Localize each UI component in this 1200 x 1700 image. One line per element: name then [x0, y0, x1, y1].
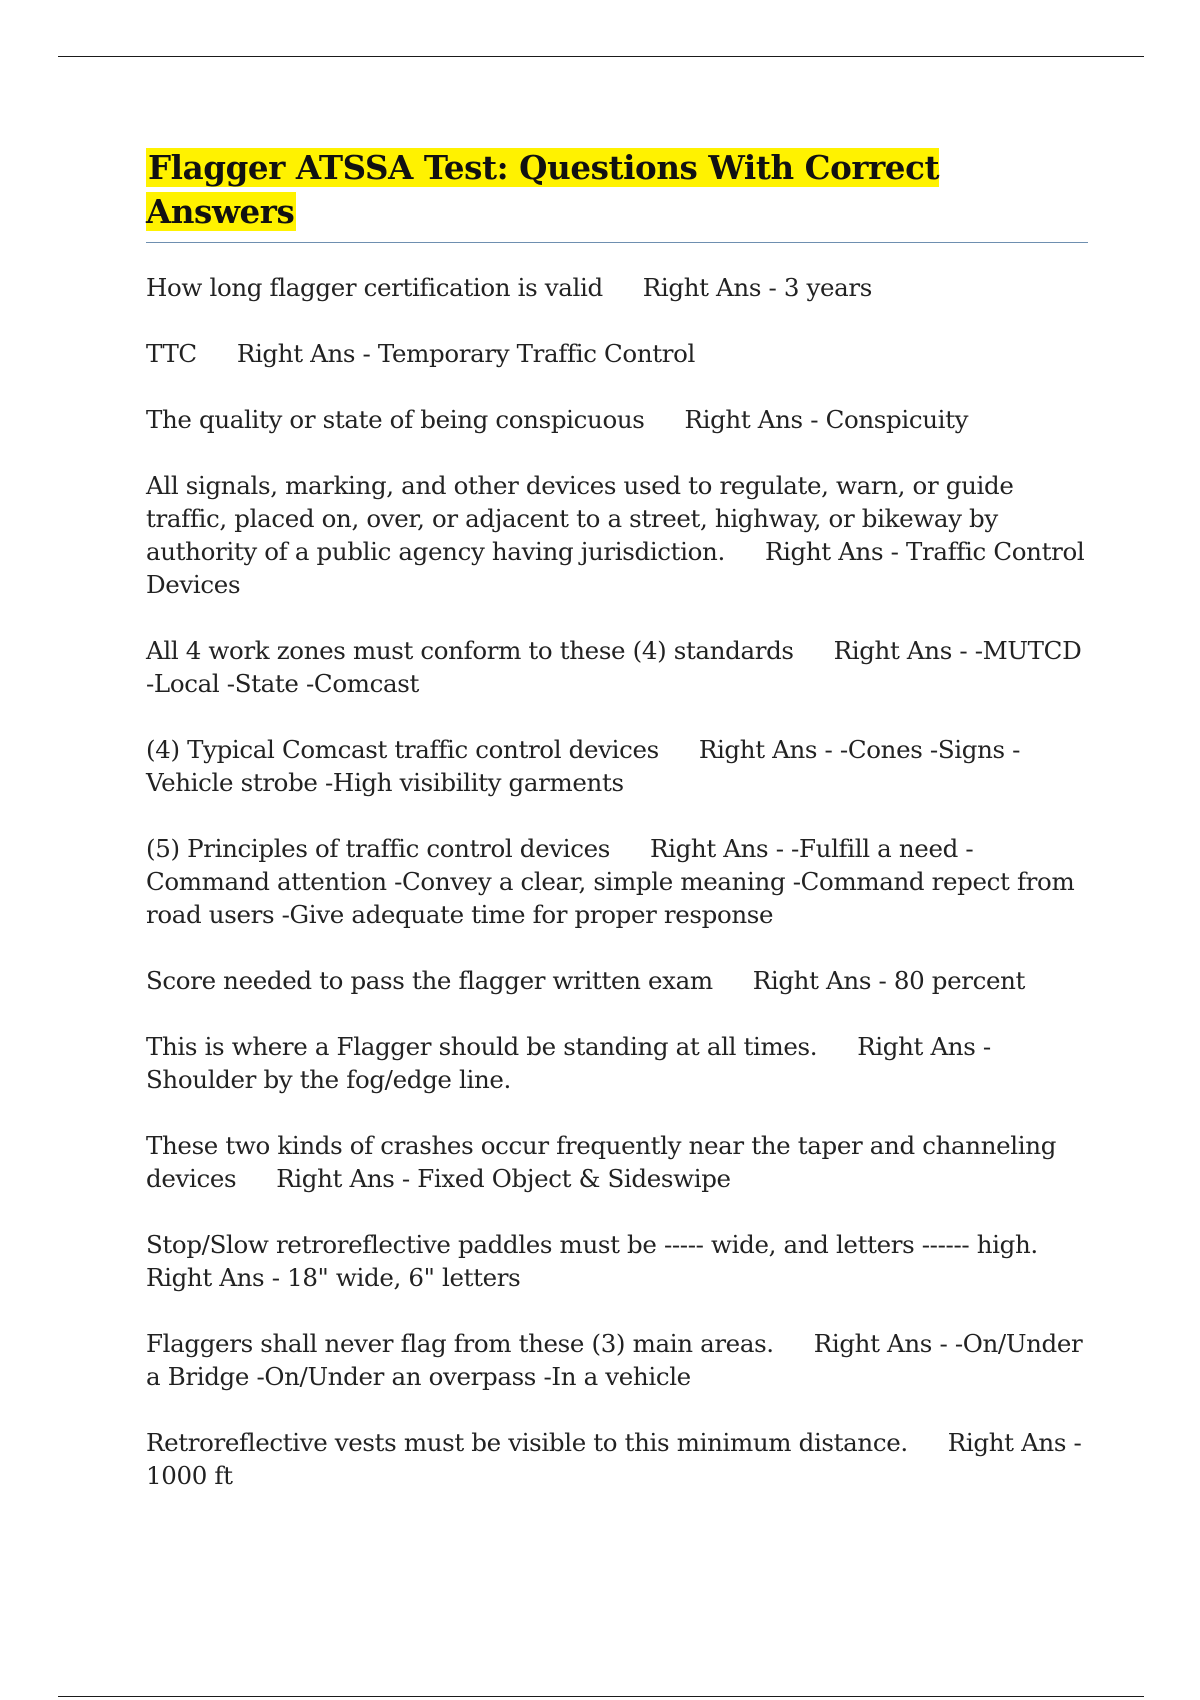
answer-text: Right Ans - Temporary Traffic Control [236, 339, 695, 368]
qa-item [146, 1327, 1088, 1393]
question-text: These two kinds of crashes occur frequently near the taper and channeling devices [146, 1131, 1057, 1193]
document-title: Flagger ATSSA Test: Questions With Correct Answers [146, 148, 940, 231]
answer-text: Right Ans - Fixed Object & Sideswipe [276, 1164, 731, 1193]
question-text: Stop/Slow retroreflective paddles must be ----- wide, and letters ------ high. [146, 1230, 1038, 1259]
page-footer-rule [58, 1696, 1144, 1697]
answer-text: Right Ans - 18" wide, 6" letters [146, 1263, 521, 1292]
qa-item [146, 337, 1088, 370]
qa-item [146, 1030, 1088, 1096]
title-block [146, 146, 1088, 243]
answer-text: Right Ans - -MUTCD -Local -State -Comcast [146, 636, 1082, 698]
answer-text: Right Ans - Shoulder by the fog/edge line. [146, 1032, 991, 1094]
qa-item [146, 1129, 1088, 1195]
question-text: (4) Typical Comcast traffic control devices [146, 735, 659, 764]
answer-text: Right Ans - -Cones -Signs -Vehicle strobe -High visibility garments [146, 735, 1021, 797]
answer-text: Right Ans - 3 years [642, 273, 873, 302]
question-text: Score needed to pass the flagger written exam [146, 966, 713, 995]
question-text: TTC [146, 339, 197, 368]
qa-item [146, 832, 1088, 931]
question-text: Retroreflective vests must be visible to this minimum distance. [146, 1428, 908, 1457]
answer-text: Right Ans - 80 percent [752, 966, 1026, 995]
question-text: (5) Principles of traffic control devices [146, 834, 610, 863]
qa-item [146, 1228, 1088, 1294]
document-body [146, 146, 1088, 1525]
question-text: All signals, marking, and other devices used to regulate, warn, or guide traffic, placed on, over, or adjacent to a street, highway, or bikeway by authority of a public agency having jurisdiction. [146, 471, 1014, 566]
qa-item [146, 1426, 1088, 1492]
question-text: How long flagger certification is valid [146, 273, 603, 302]
answer-text: Right Ans - -On/Under a Bridge -On/Under an overpass -In a vehicle [146, 1329, 1083, 1391]
question-text: This is where a Flagger should be standing at all times. [146, 1032, 818, 1061]
question-text: The quality or state of being conspicuous [146, 405, 645, 434]
qa-item [146, 964, 1088, 997]
qa-item [146, 271, 1088, 304]
qa-item [146, 733, 1088, 799]
qa-item [146, 469, 1088, 601]
answer-text: Right Ans - Traffic Control Devices [146, 537, 1085, 599]
answer-text: Right Ans - 1000 ft [146, 1428, 1082, 1490]
question-text: Flaggers shall never flag from these (3) main areas. [146, 1329, 774, 1358]
answer-text: Right Ans - Conspicuity [684, 405, 969, 434]
qa-item [146, 403, 1088, 436]
page-header-rule [58, 56, 1144, 57]
question-text: All 4 work zones must conform to these (4) standards [146, 636, 794, 665]
qa-item [146, 634, 1088, 700]
answer-text: Right Ans - -Fulfill a need -Command attention -Convey a clear, simple meaning -Command repect from road users -Give adequate time for proper response [146, 834, 1075, 929]
